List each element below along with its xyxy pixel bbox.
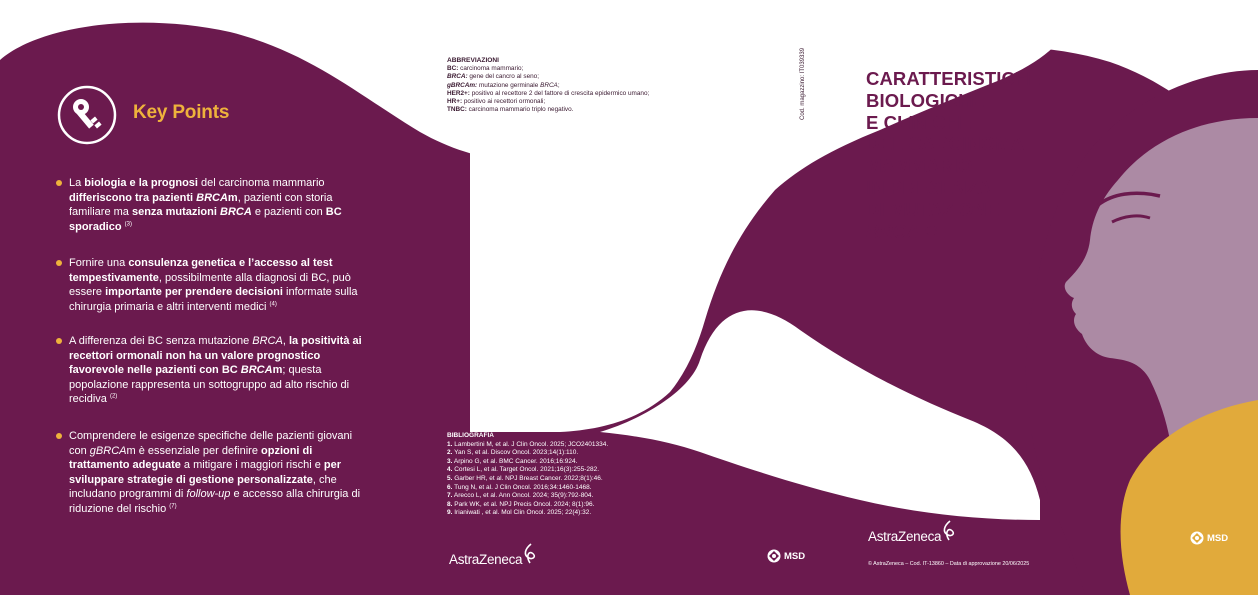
bullet-dot [56, 180, 62, 186]
key-point-fragment: biologia e la prognosi [84, 177, 198, 189]
abbreviation-definition: carcinoma mammario triplo negativo. [466, 106, 574, 114]
cover-title-lines [866, 68, 1086, 221]
cover-title-line: IN PRESENZA [866, 176, 992, 198]
key-point-fragment: per sviluppare strategie di gestione personalizzate [69, 459, 342, 486]
bibliography-entry [447, 449, 677, 458]
key-point-fragment: BC sporadico [69, 206, 342, 233]
abbreviations [447, 57, 747, 114]
astrazeneca-wordmark: AstraZeneca [868, 529, 942, 544]
bullet-dot [56, 338, 62, 344]
abbreviation-term: BC: [447, 65, 459, 73]
key-point-fragment: , [282, 335, 289, 347]
abbreviation-term: HR+: [447, 98, 463, 106]
cover-title-line: DI MUTAZIONE [866, 198, 1000, 220]
key-point-fragment: la positività ai recettori ormonali non ha un valore prognostico favorevole nelle pazienti con BC [69, 335, 362, 376]
abbreviation-definition: carcinoma mammario; [458, 65, 524, 73]
key-point-fragment: A differenza dei BC senza mutazione [69, 335, 253, 347]
bibliography-text: Garber HR, et al. NPJ Breast Cancer. 2022;8(1):46. [452, 474, 603, 482]
key-point-ref: (4) [269, 300, 277, 307]
abbreviation-term: TNBC: [447, 106, 467, 114]
abbreviation-row [447, 73, 747, 81]
abbreviation-row [447, 82, 747, 90]
bibliography-number: 4. [447, 466, 453, 474]
abbreviation-definition: mutazione germinale [477, 81, 541, 89]
key-point-fragment: opzioni di trattamento adeguate [69, 444, 313, 471]
astrazeneca-wordmark: AstraZeneca [449, 552, 523, 567]
key-point-fragment: e accesso alla chirurgia di riduzione del rischio [69, 488, 361, 515]
key-icon [57, 85, 117, 145]
cover-title-line: DEL CARCINOMA [866, 133, 1025, 155]
key-point-fragment: informate sulla chirurgia primaria e altri interventi medici [69, 286, 358, 313]
key-point-fragment: del carcinoma mammario [197, 177, 325, 189]
key-point-text [69, 177, 342, 233]
key-point-text [69, 335, 362, 405]
bullet-dot [56, 260, 62, 266]
abbreviation-definition: positivo al recettore 2 del fattore di crescita epidermico umano; [469, 89, 650, 97]
key-point-ref: (2) [109, 393, 118, 400]
abbreviation-definition: positivo ai recettori ormonali; [462, 98, 546, 106]
astrazeneca-symbol-icon [521, 543, 541, 565]
cod-magazzino [800, 42, 810, 122]
key-point-fragment: , pazienti con storia familiare ma [69, 191, 333, 218]
bibliography-number: 6. [447, 483, 453, 491]
abbreviation-definition-italic: BRCA [540, 81, 558, 89]
key-point-fragment: senza mutazioni [131, 206, 220, 218]
cod-magazzino-text: Cod. magazzino: IT039339 [800, 47, 806, 120]
cover-title-brca: BRCA [866, 220, 920, 242]
msd-wordmark: MSD [1207, 533, 1229, 544]
cover-title-ref: (1) [925, 224, 938, 236]
key-point-fragment: BRCA [196, 191, 228, 204]
bullet-dot [56, 433, 62, 439]
key-point-fragment: BRCA [220, 206, 252, 218]
key-point-fragment: BRCA [252, 335, 283, 347]
key-point-fragment: ; questa popolazione rappresenta un sottogruppo ad alto rischio di recidiva [69, 364, 350, 405]
msd-symbol-icon [1190, 531, 1204, 545]
bibliography-entry [447, 466, 677, 475]
key-point-fragment: La [69, 177, 85, 189]
key-point-fragment: m è essenziale per definire [126, 444, 261, 457]
key-point-fragment: follow-up [186, 488, 231, 500]
key-point-text [69, 257, 358, 313]
bibliography-text: Irianiwati , et al. Mol Clin Oncol. 2025; 22(4):32. [452, 509, 592, 517]
bibliography [447, 432, 677, 518]
bibliography-entry [447, 458, 677, 467]
key-point-fragment: Fornire una [69, 257, 129, 269]
bibliography-entry [447, 501, 677, 510]
bibliography-number: 1. [447, 440, 453, 448]
key-point-fragment: m [227, 191, 238, 204]
cover-title-line: BIOLOGICHE [866, 89, 985, 111]
key-point-fragment: , che includano programmi di [69, 473, 337, 500]
bibliography-text: Yan S, et al. Discov Oncol. 2023;14(1):110. [452, 449, 579, 457]
key-point-fragment: consulenza genetica e l’accesso al test tempestivamente [69, 257, 333, 284]
bibliography-text: Tung N, et al. J Clin Oncol. 2016;34:1460-1468. [452, 483, 592, 491]
abbreviation-row [447, 90, 747, 98]
bibliography-text: Park WK, et al. NPJ Precis Oncol. 2024; 8(1):96. [452, 500, 595, 508]
key-point-3 [56, 334, 369, 407]
bibliography-number: 8. [447, 500, 453, 508]
bibliography-entry [447, 441, 677, 450]
bibliography-number: 5. [447, 474, 453, 482]
bibliography-number: 2. [447, 449, 453, 457]
cover-title [866, 68, 1086, 242]
abbreviations-list [447, 65, 747, 114]
key-point-fragment: gBRCA [89, 444, 127, 457]
bibliography-number: 3. [447, 457, 453, 465]
bibliography-number: 9. [447, 509, 453, 517]
abbreviation-definition: gene del cancro al seno; [467, 73, 540, 81]
key-point-fragment: differiscono tra pazienti [69, 191, 197, 204]
key-point-fragment: m [272, 364, 283, 376]
abbreviation-term: BRCA: [447, 73, 468, 81]
key-point-fragment: BRCA [240, 364, 273, 376]
bibliography-number: 7. [447, 492, 453, 500]
key-point-fragment: e pazienti con [251, 206, 326, 218]
abbreviation-term: HER2+: [447, 89, 470, 97]
key-point-fragment: , possibilmente alla diagnosi di BC, può essere [69, 271, 351, 298]
bibliography-entry [447, 492, 677, 501]
key-point-text [69, 430, 360, 515]
astrazeneca-logo [449, 552, 522, 567]
key-points-title: Key Points [133, 102, 230, 123]
bibliography-entry [447, 509, 677, 518]
bibliography-text: Arpino G, et al. BMC Cancer. 2016;16:924. [452, 457, 578, 465]
cover-title-line: CARATTERISTICHE [866, 68, 1041, 89]
bibliography-entry [447, 484, 677, 493]
cover-title-line: MAMMARIO [866, 155, 973, 177]
bibliography-entry [447, 475, 677, 484]
key-point-4 [56, 429, 369, 516]
astrazeneca-logo-cover [868, 529, 941, 544]
footer-legal: © AstraZeneca – Cod. IT-13860 – Data di approvazione 20/06/2025 [868, 561, 1030, 567]
abbreviation-row [447, 65, 747, 73]
key-point-ref: (7) [169, 502, 177, 509]
bibliography-text: Cortesi L, et al. Target Oncol. 2021;16(3):255-282. [452, 466, 599, 474]
cover-title-line: E CLINICHE [866, 111, 972, 133]
abbreviation-row [447, 98, 747, 106]
bibliography-text: Arecco L, et al. Ann Oncol. 2024; 35(9):792-804. [452, 492, 594, 500]
msd-symbol-icon [767, 549, 781, 563]
bibliography-list [447, 441, 677, 518]
key-point-fragment: importante per prendere decisioni [105, 286, 283, 298]
key-point-fragment: Comprendere le esigenze specifiche delle pazienti giovani con [69, 430, 353, 457]
cover-title-last-line [866, 221, 1086, 243]
bibliography-text: Lambertini M, et al. J Clin Oncol. 2025; JCO2401334. [452, 440, 609, 448]
bibliography-title: BIBLIOGRAFIA [447, 432, 494, 439]
abbreviation-row [447, 106, 747, 114]
abbreviation-term: gBRCAm: [447, 81, 478, 89]
abbreviation-definition-end: ; [557, 81, 560, 89]
msd-wordmark: MSD [784, 551, 806, 562]
key-point-fragment: a mitigare i maggiori rischi e [180, 459, 324, 471]
astrazeneca-symbol-icon [940, 520, 960, 542]
key-point-ref: (3) [124, 220, 132, 227]
abbreviations-title: ABBREVIAZIONI [447, 57, 500, 64]
key-point-1 [56, 176, 369, 234]
key-point-2 [56, 256, 369, 314]
